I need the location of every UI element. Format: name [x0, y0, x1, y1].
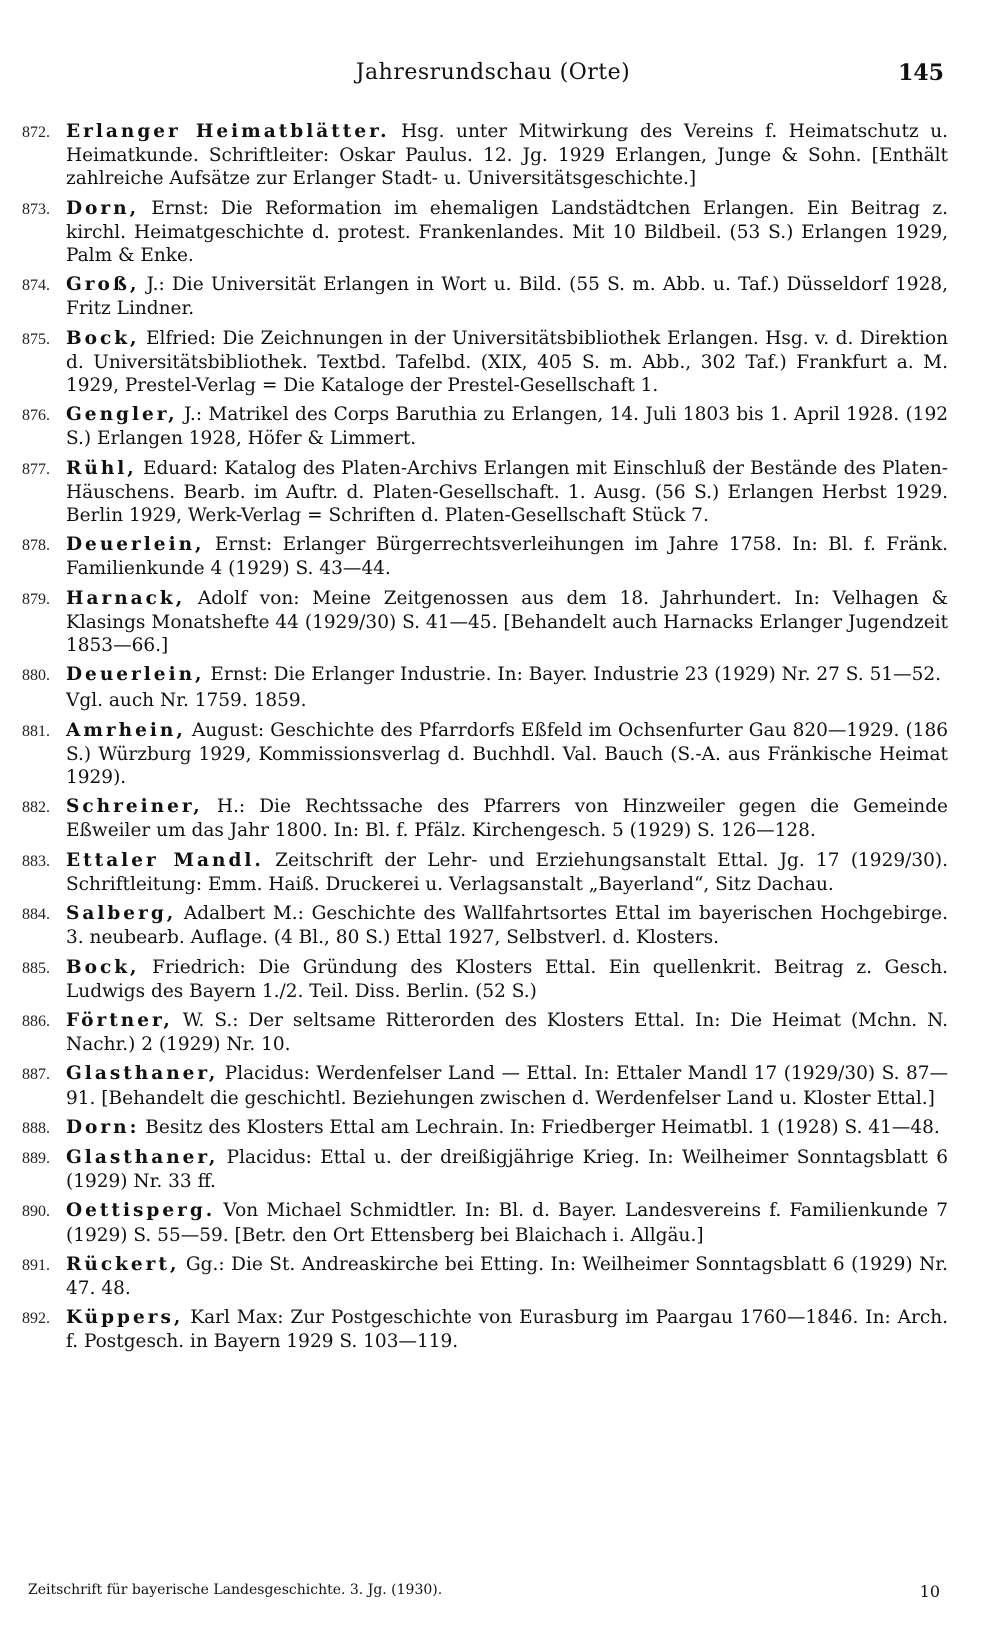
entry-author: Glasthaner,	[66, 1146, 219, 1168]
entry-number: 875.	[22, 330, 50, 348]
bibliography-entry	[22, 902, 948, 949]
entry-author: Gengler,	[66, 404, 178, 426]
entry-author: Amrhein,	[66, 719, 186, 741]
header-title: Jahresrundschau (Orte)	[355, 60, 631, 85]
entry-number: 885.	[22, 959, 50, 977]
entry-author: Dorn:	[66, 1116, 140, 1138]
entry-author: Groß,	[66, 274, 140, 296]
bibliography-entry	[22, 120, 948, 191]
entry-author: Oettisperg.	[66, 1200, 216, 1222]
entry-text: Besitz des Klosters Ettal am Lechrain. In: Friedberger Heimatbl. 1 (1928) S. 41—48.	[139, 1116, 940, 1138]
entry-text: Elfried: Die Zeichnungen in der Universitätsbibliothek Erlangen. Hsg. v. d. Direktion d. Universitätsbibliothek. Textbd. Tafelbd. (XIX, 405 S. m. Abb., 302 Taf.) Frankfurt a. M. 1929, Prestel-Verlag = Die Kataloge der Prestel-Gesellschaft 1.	[66, 327, 948, 397]
entry-text: Karl Max: Zur Postgeschichte von Eurasburg im Paargau 1760—1846. In: Arch. f. Postgesch. in Bayern 1929 S. 103—119.	[66, 1307, 948, 1353]
entry-text: Gg.: Die St. Andreaskirche bei Etting. In: Weilheimer Sonntagsblatt 6 (1929) Nr. 47. 48.	[66, 1253, 948, 1299]
entry-number: 888.	[22, 1119, 50, 1137]
entry-author: Dorn,	[66, 197, 140, 219]
bibliography-entry	[22, 273, 948, 320]
entry-text: Eduard: Katalog des Platen-Archivs Erlangen mit Einschluß der Bestände des Platen-Häuschens. Bearb. im Auftr. d. Platen-Gesellschaft. 1. Ausg. (56 S.) Erlangen Herbst 1929. Berlin 1929, Werk-Verlag = Schriften d. Platen-Gesellschaft Stück 7.	[66, 457, 948, 527]
entry-number: 891.	[22, 1256, 50, 1274]
bibliography-entry	[22, 1009, 948, 1056]
page-footer	[28, 1582, 940, 1606]
entry-text: Ernst: Erlanger Bürgerrechtsverleihungen im Jahre 1758. In: Bl. f. Fränk. Familienkunde 4 (1929) S. 43—44.	[66, 534, 948, 580]
bibliography-entry	[22, 795, 948, 842]
entry-text: Ernst: Die Reformation im ehemaligen Landstädtchen Erlangen. Ein Beitrag z. kirchl. Heimatgeschichte d. protest. Frankenlandes. Mit 10 Bildbeil. (53 S.) Erlangen 1929, Palm & Enke.	[66, 197, 948, 267]
entry-number: 884.	[22, 906, 50, 924]
entry-author: Harnack,	[66, 587, 186, 609]
entry-author: Schreiner,	[66, 796, 203, 818]
sheet-signature: 10	[919, 1582, 940, 1601]
entry-number: 874.	[22, 277, 50, 295]
bibliography-entry	[22, 457, 948, 528]
entry-text: Hsg. unter Mitwirkung des Vereins f. Heimatschutz u. Heimatkunde. Schriftleiter: Oskar Paulus. 12. Jg. 1929 Erlangen, Junge & Sohn. [Enthält zahlreiche Aufsätze zur Erlanger Stadt- u. Universitätsgeschichte.]	[66, 121, 948, 190]
entry-text: W. S.: Der seltsame Ritterorden des Klosters Ettal. In: Die Heimat (Mchn. N. Nachr.) 2 (1929) Nr. 10.	[66, 1009, 948, 1056]
bibliography-entry	[22, 1146, 948, 1193]
bibliography-entry	[22, 1116, 948, 1140]
bibliography-entry	[22, 197, 948, 268]
bibliography-entry	[22, 1253, 948, 1300]
entry-number: 882.	[22, 799, 50, 817]
footer-journal-title: Zeitschrift für bayerische Landesgeschichte. 3. Jg. (1930).	[28, 1582, 443, 1598]
bibliography-entry	[22, 719, 948, 790]
bibliography-entry	[22, 403, 948, 450]
entry-number: 878.	[22, 537, 50, 555]
entry-author: Förtner,	[66, 1009, 173, 1031]
entry-text: Friedrich: Die Gründung des Klosters Ettal. Ein quellenkrit. Beitrag z. Gesch. Ludwigs des Bayern 1./2. Teil. Diss. Berlin. (52 S.)	[66, 956, 948, 1002]
entry-number: 889.	[22, 1149, 50, 1167]
entry-number: 890.	[22, 1203, 50, 1221]
entry-number: 892.	[22, 1310, 50, 1328]
entry-text: H.: Die Rechtssache des Pfarrers von Hinzweiler gegen die Gemeinde Eßweiler um das Jahr 1800. In: Bl. f. Pfälz. Kirchengesch. 5 (1929) S. 126—128.	[66, 796, 948, 842]
entry-text: J.: Die Universität Erlangen in Wort u. Bild. (55 S. m. Abb. u. Taf.) Düsseldorf 1928, Fritz Lindner.	[66, 274, 948, 320]
entry-number: 877.	[22, 460, 50, 478]
entry-text: Zeitschrift der Lehr- und Erziehungsanstalt Ettal. Jg. 17 (1929/30). Schriftleitung: Emm. Haiß. Druckerei u. Verlagsanstalt „Bayerland“, Sitz Dachau.	[66, 849, 948, 895]
bibliography-entry	[22, 1306, 948, 1353]
entry-author: Erlanger Heimatblätter.	[66, 121, 390, 142]
entry-number: 887.	[22, 1066, 50, 1084]
bibliography-entry	[22, 849, 948, 896]
page-number: 145	[898, 60, 944, 86]
entry-number: 876.	[22, 407, 50, 425]
bibliography-entry	[22, 956, 948, 1003]
entry-author: Ettaler Mandl.	[66, 849, 264, 871]
bibliography-entry	[22, 1199, 948, 1246]
entry-author: Salberg,	[66, 903, 177, 925]
entry-number: 872.	[22, 124, 50, 141]
entry-number: 886.	[22, 1012, 50, 1030]
entry-text: Von Michael Schmidtler. In: Bl. d. Bayer. Landesvereins f. Familienkunde 7 (1929) S. 55—59. [Betr. den Ort Ettensberg bei Blaichach i. Allgäu.]	[66, 1200, 948, 1246]
running-header	[38, 60, 948, 100]
entry-number: 881.	[22, 722, 50, 740]
bibliography-entry	[22, 587, 948, 658]
bibliography-entry	[22, 663, 948, 712]
entry-text: J.: Matrikel des Corps Baruthia zu Erlangen, 14. Juli 1803 bis 1. April 1928. (192 S.) Erlangen 1928, Höfer & Limmert.	[66, 404, 948, 450]
entry-text: Adolf von: Meine Zeitgenossen aus dem 18. Jahrhundert. In: Velhagen & Klasings Monatshefte 44 (1929/30) S. 41—45. [Behandelt auch Harnacks Erlanger Jugendzeit 1853—66.]	[66, 587, 948, 657]
entry-author: Bock,	[66, 327, 140, 349]
entry-number: 879.	[22, 590, 50, 608]
entry-author: Rückert,	[66, 1253, 180, 1275]
entry-text: Ernst: Die Erlanger Industrie. In: Bayer. Industrie 23 (1929) Nr. 27 S. 51—52.	[204, 664, 942, 686]
entry-number: 883.	[22, 852, 50, 870]
entry-author: Küppers,	[66, 1307, 184, 1329]
entry-author: Rühl,	[66, 457, 137, 479]
entry-author: Glasthaner,	[66, 1063, 219, 1085]
entry-text: August: Geschichte des Pfarrdorfs Eßfeld im Ochsenfurter Gau 820—1929. (186 S.) Würzburg 1929, Kommissionsverlag d. Buchhdl. Val. Bauch (S.-A. aus Fränkische Heimat 1929).	[66, 719, 948, 789]
entry-author: Deuerlein,	[66, 664, 205, 686]
entry-text: Placidus: Ettal u. der dreißigjährige Krieg. In: Weilheimer Sonntagsblatt 6 (1929) Nr. 33 ff.	[66, 1146, 948, 1193]
bibliography-list	[22, 120, 948, 1354]
entry-text: Placidus: Werdenfelser Land — Ettal. In: Ettaler Mandl 17 (1929/30) S. 87—91. [Behandelt die geschichtl. Beziehungen zwischen d. Werdenfelser Land u. Kloster Ettal.]	[66, 1063, 948, 1109]
entry-number: 873.	[22, 200, 50, 218]
bibliography-entry	[22, 533, 948, 580]
bibliography-entry	[22, 1062, 948, 1109]
entry-text: Adalbert M.: Geschichte des Wallfahrtsortes Ettal im bayerischen Hochgebirge. 3. neubearb. Auflage. (4 Bl., 80 S.) Ettal 1927, Selbstverl. d. Klosters.	[66, 903, 948, 949]
entry-author: Deuerlein,	[66, 534, 205, 556]
entry-author: Bock,	[66, 956, 140, 978]
entry-cross-reference: Vgl. auch Nr. 1759. 1859.	[66, 690, 307, 712]
entry-number: 880.	[22, 667, 50, 685]
bibliography-entry	[22, 327, 948, 398]
